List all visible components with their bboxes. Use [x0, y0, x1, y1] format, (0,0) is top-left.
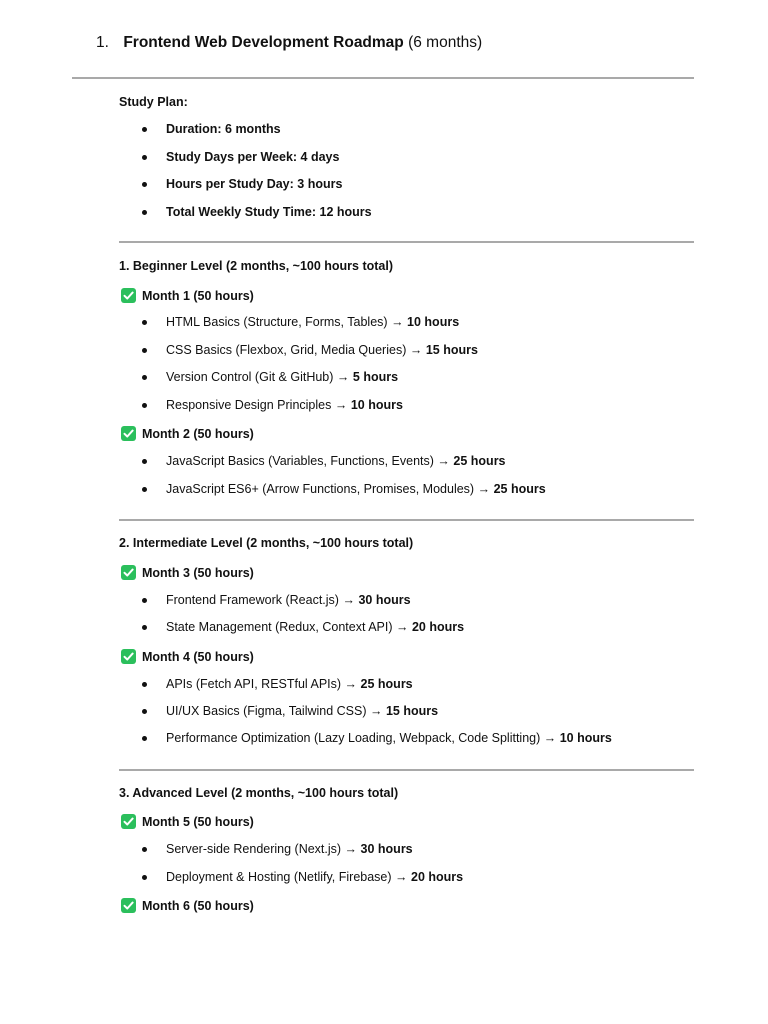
arrow-icon: → — [370, 704, 383, 718]
arrow-icon: → — [342, 593, 355, 607]
arrow-icon: → — [409, 343, 423, 357]
title-number: 1. — [96, 34, 109, 51]
bullet-dot — [142, 348, 147, 353]
arrow-icon: → — [336, 370, 350, 384]
bullet-dot — [142, 709, 147, 714]
bullet-dot — [142, 487, 147, 492]
bullet-dot — [142, 682, 147, 687]
section-divider — [119, 241, 694, 243]
arrow-icon: → — [344, 842, 358, 856]
check-icon — [121, 288, 136, 303]
document-title — [96, 34, 482, 52]
check-icon — [121, 814, 136, 829]
bullet-dot — [142, 182, 147, 187]
arrow-icon: → — [344, 677, 358, 691]
title-divider — [72, 77, 694, 79]
bullet-dot — [142, 736, 147, 741]
arrow-icon: → — [391, 315, 404, 329]
bullet-dot — [142, 459, 147, 464]
study-plan-heading: Study Plan: — [119, 95, 188, 109]
arrow-icon: → — [334, 398, 348, 412]
arrow-icon: → — [395, 870, 408, 884]
bullet-dot — [142, 210, 147, 215]
level-heading-advanced: 3. Advanced Level (2 months, ~100 hours total) — [119, 786, 399, 800]
title-suffix: (6 months) — [408, 34, 483, 51]
bullet-dot — [142, 155, 147, 160]
check-icon — [121, 565, 136, 580]
bullet-dot — [142, 403, 147, 408]
title-text: Frontend Web Development Roadmap — [123, 34, 404, 51]
check-icon — [121, 898, 136, 913]
bullet-dot — [142, 625, 147, 630]
check-icon — [121, 426, 136, 441]
arrow-icon: → — [477, 482, 491, 496]
level-heading-beginner: 1. Beginner Level (2 months, ~100 hours total) — [119, 259, 394, 273]
arrow-icon: → — [396, 620, 409, 634]
bullet-dot — [142, 847, 147, 852]
bullet-dot — [142, 375, 147, 380]
arrow-icon: → — [543, 731, 557, 745]
arrow-icon: → — [437, 454, 450, 468]
section-divider — [119, 769, 694, 771]
bullet-dot — [142, 127, 147, 132]
level-heading-intermediate: 2. Intermediate Level (2 months, ~100 hours total) — [119, 536, 414, 550]
check-icon — [121, 649, 136, 664]
bullet-dot — [142, 320, 147, 325]
bullet-dot — [142, 875, 147, 880]
section-divider — [119, 519, 694, 521]
bullet-dot — [142, 598, 147, 603]
